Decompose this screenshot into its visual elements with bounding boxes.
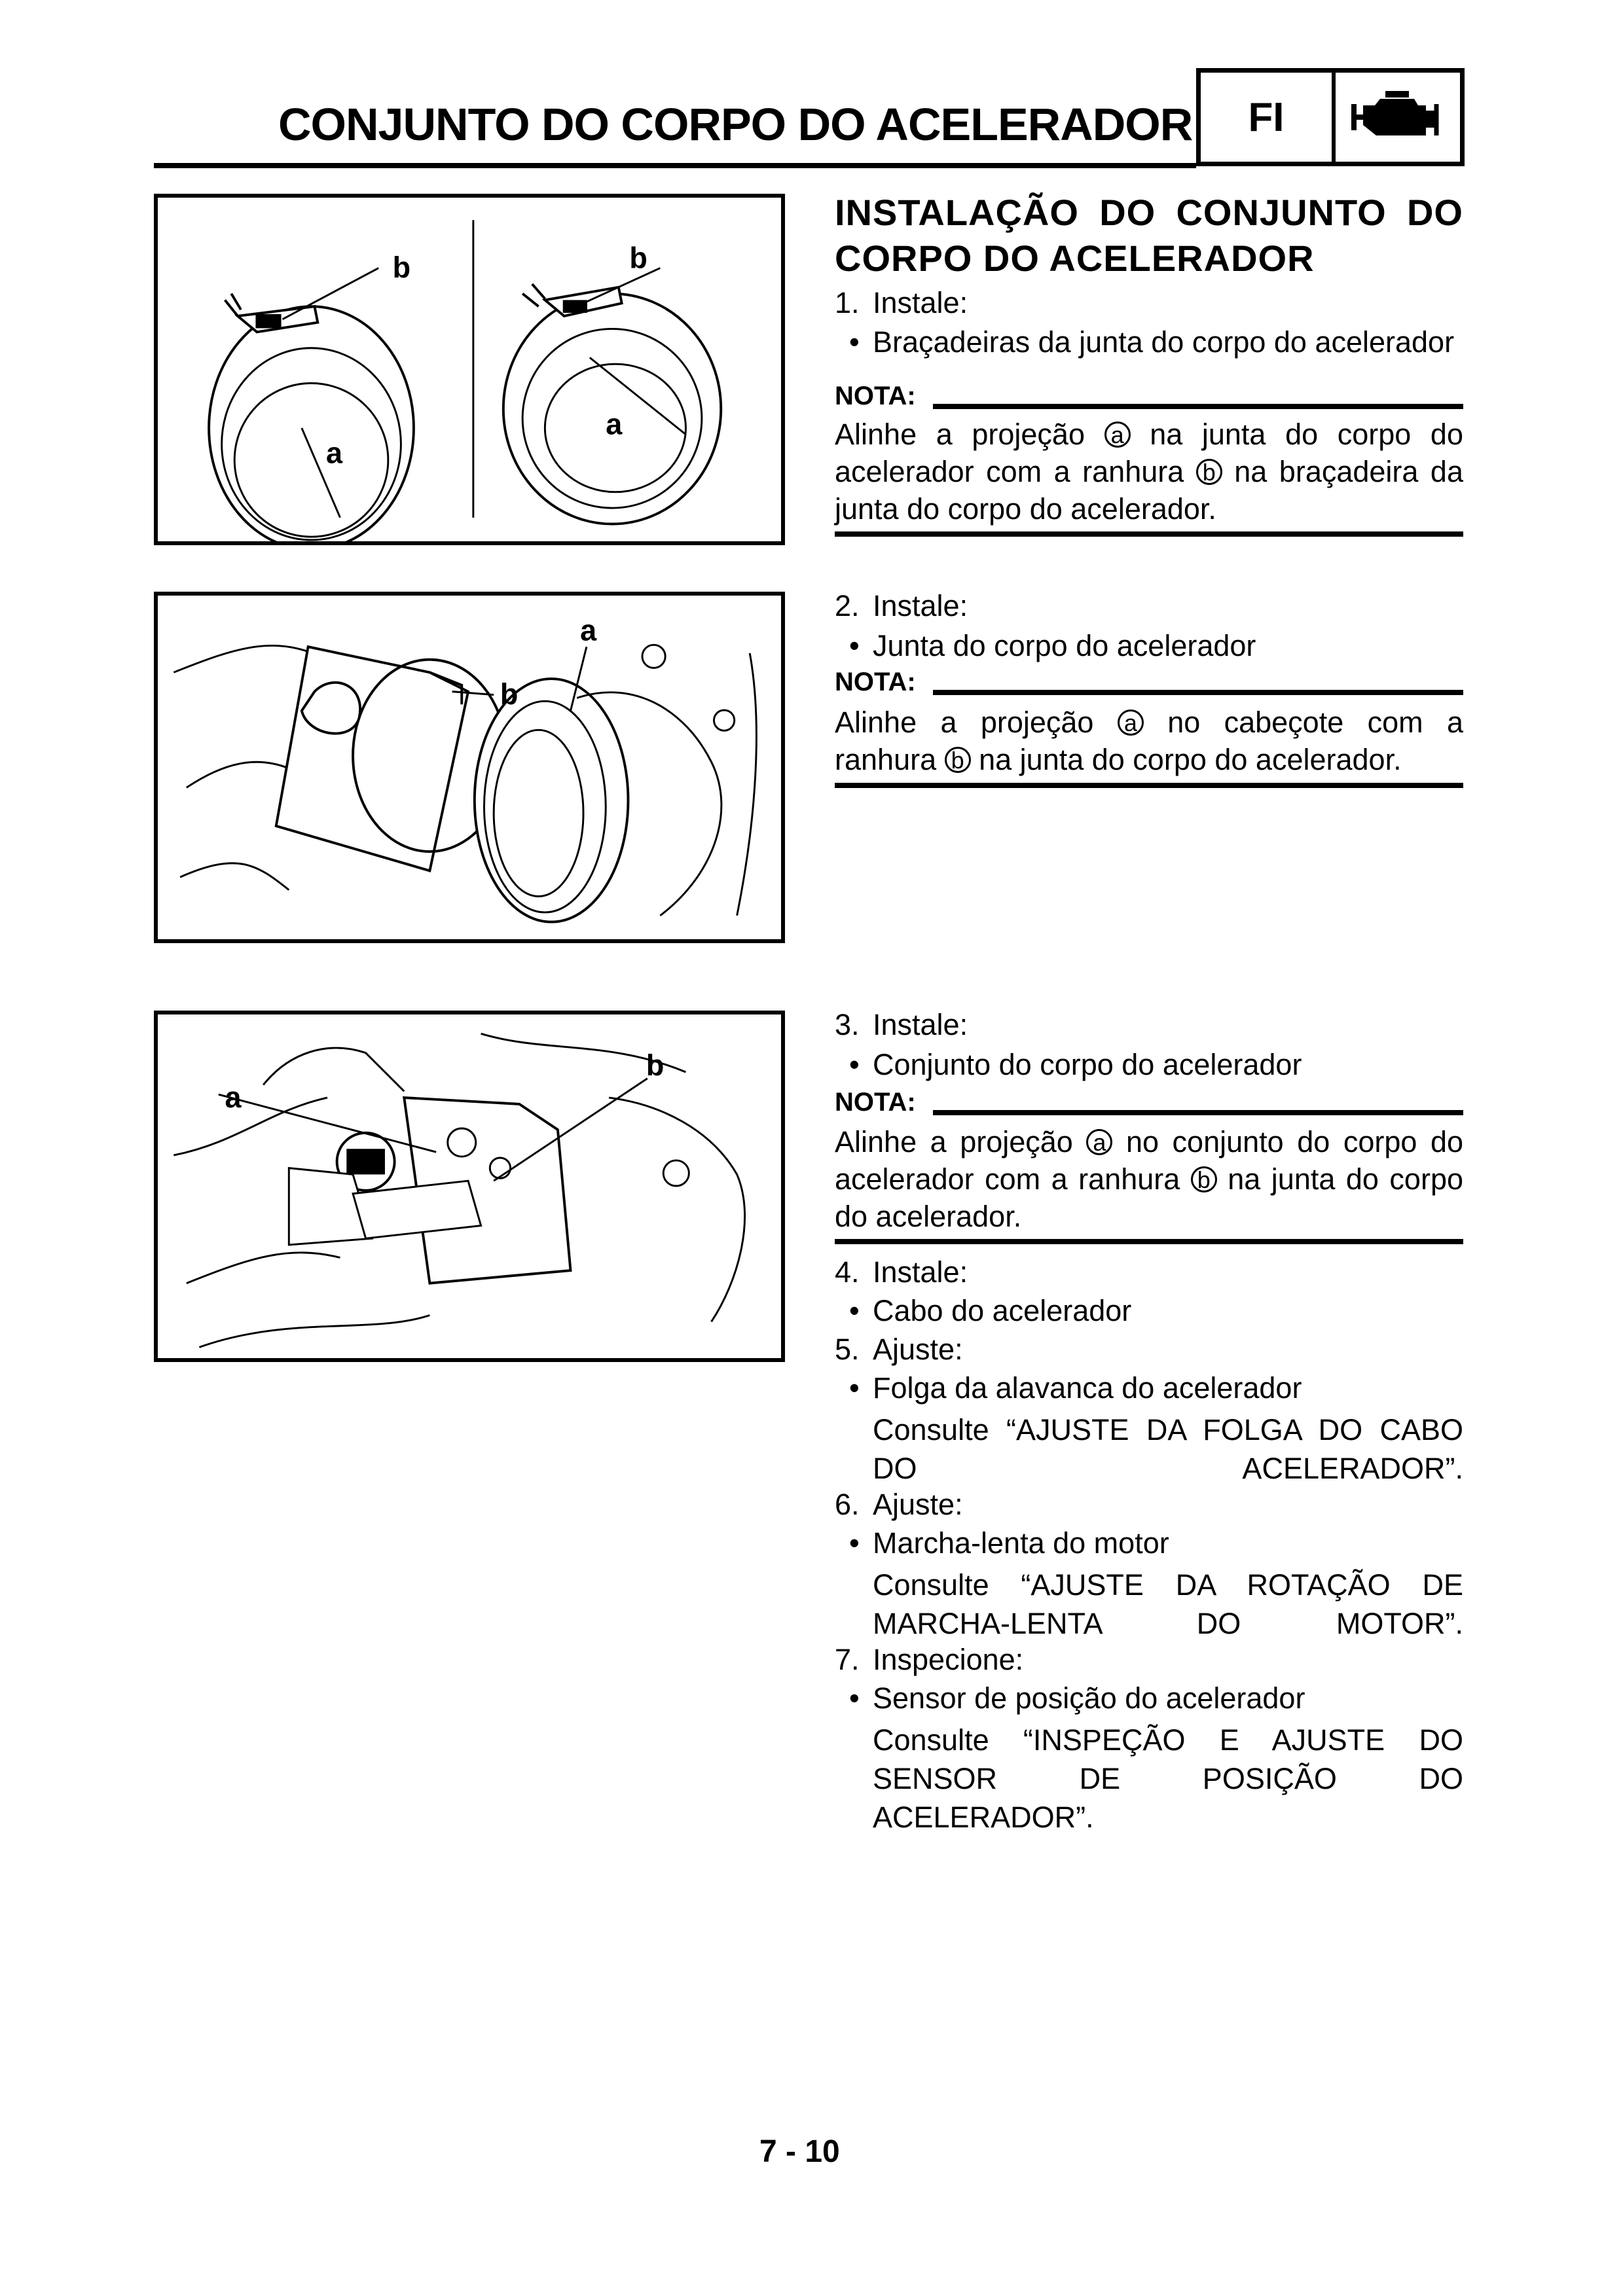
step-4-action: Instale: (873, 1255, 968, 1289)
bullet: • (849, 1048, 860, 1081)
step-5-action: Ajuste: (873, 1333, 963, 1366)
nota-header (835, 382, 1463, 414)
marker-a: a (1118, 709, 1144, 736)
page-title: CONJUNTO DO CORPO DO ACELERADOR (278, 99, 1193, 150)
nota-rule (933, 1110, 1463, 1115)
nota-rule (933, 404, 1463, 409)
marker-b: b (1191, 1166, 1217, 1193)
bullet: • (849, 1681, 860, 1715)
step-6-action: Ajuste: (873, 1488, 963, 1521)
fig2-label-a: a (580, 613, 597, 647)
step-2-action: Instale: (873, 589, 968, 622)
step-7-action: Inspecione: (873, 1643, 1024, 1676)
marker-a: a (1104, 422, 1131, 448)
bullet: • (849, 325, 860, 359)
fig1-label-a-right: a (606, 407, 623, 441)
step-7-item: Sensor de posição do acelerador (873, 1681, 1305, 1715)
bullet: • (849, 629, 860, 662)
figure-3-drawing (158, 1014, 781, 1358)
step-4-number: 4. (835, 1255, 860, 1289)
marker-a: a (1086, 1129, 1112, 1155)
step-2-item: Junta do corpo do acelerador (873, 629, 1256, 662)
step-3-note: Alinhe a projeção a no conjunto do corpo do acelerador com a ranhura b na junta do corpo do acelerador. (835, 1125, 1463, 1233)
step-3-action: Instale: (873, 1008, 968, 1041)
step-1-action: Instale: (873, 286, 968, 319)
fig1-label-b-left: b (392, 251, 411, 285)
nota-header (835, 1088, 1463, 1121)
fig3-label-b: b (646, 1048, 665, 1082)
step-1-note: Alinhe a projeção a na junta do corpo do acelerador com a ranhura b na braçadeira da junta do corpo do acelerador. (835, 418, 1463, 526)
nota-end-rule (835, 531, 1463, 537)
marker-b: b (945, 747, 971, 773)
step-6-number: 6. (835, 1488, 860, 1521)
step-6-item: Marcha-lenta do motor (873, 1526, 1169, 1560)
figure-1-drawing (158, 198, 781, 541)
badge-label: FI (1201, 73, 1336, 162)
step-7-reference: Consulte “INSPEÇÃO E AJUSTE DO SENSOR DE POSIÇÃO DO ACELERADOR”. (873, 1723, 1463, 1834)
marker-b: b (1196, 459, 1222, 485)
nota-label: NOTA: (835, 382, 916, 410)
figure-throttle-body-joint (154, 592, 785, 943)
step-2-number: 2. (835, 589, 860, 622)
section-title-line1: INSTALAÇÃO DO CONJUNTO DO (835, 192, 1463, 233)
section-badge (1196, 68, 1465, 166)
fig2-label-b: b (500, 677, 519, 711)
step-7-number: 7. (835, 1643, 860, 1676)
nota-label: NOTA: (835, 668, 916, 696)
nota-header (835, 668, 1463, 700)
nota-label: NOTA: (835, 1088, 916, 1117)
bullet: • (849, 1371, 860, 1405)
step-5-number: 5. (835, 1333, 860, 1366)
step-4-item: Cabo do acelerador (873, 1294, 1132, 1327)
fig1-label-a-left: a (326, 436, 343, 470)
step-5-item: Folga da alavanca do acelerador (873, 1371, 1302, 1405)
bullet: • (849, 1526, 860, 1560)
step-3-item: Conjunto do corpo do acelerador (873, 1048, 1302, 1081)
engine-icon (1336, 73, 1460, 162)
nota-end-rule (835, 783, 1463, 788)
figure-throttle-body-joint-clamps (154, 194, 785, 545)
step-6-reference: Consulte “AJUSTE DA ROTAÇÃO DE MARCHA-LENTA DO MOTOR”. (873, 1568, 1463, 1640)
figure-2-drawing (158, 596, 781, 939)
section-title (835, 190, 1463, 281)
page-number: 7 - 10 (759, 2134, 840, 2169)
bullet: • (849, 1294, 860, 1327)
step-3-number: 3. (835, 1008, 860, 1041)
section-title-line2: CORPO DO ACELERADOR (835, 238, 1315, 279)
figure-throttle-body-assembly (154, 1011, 785, 1362)
nota-rule (933, 690, 1463, 695)
header-rule (154, 163, 1196, 168)
step-1-item: Braçadeiras da junta do corpo do acelerador (873, 325, 1455, 359)
step-5-reference: Consulte “AJUSTE DA FOLGA DO CABO DO ACELERADOR”. (873, 1413, 1463, 1485)
step-2-note: Alinhe a projeção a no cabeçote com a ranhura b na junta do corpo do acelerador. (835, 706, 1463, 776)
fig1-label-b-right: b (629, 241, 647, 275)
fig3-label-a: a (225, 1080, 242, 1114)
nota-end-rule (835, 1239, 1463, 1244)
step-1-number: 1. (835, 286, 860, 319)
